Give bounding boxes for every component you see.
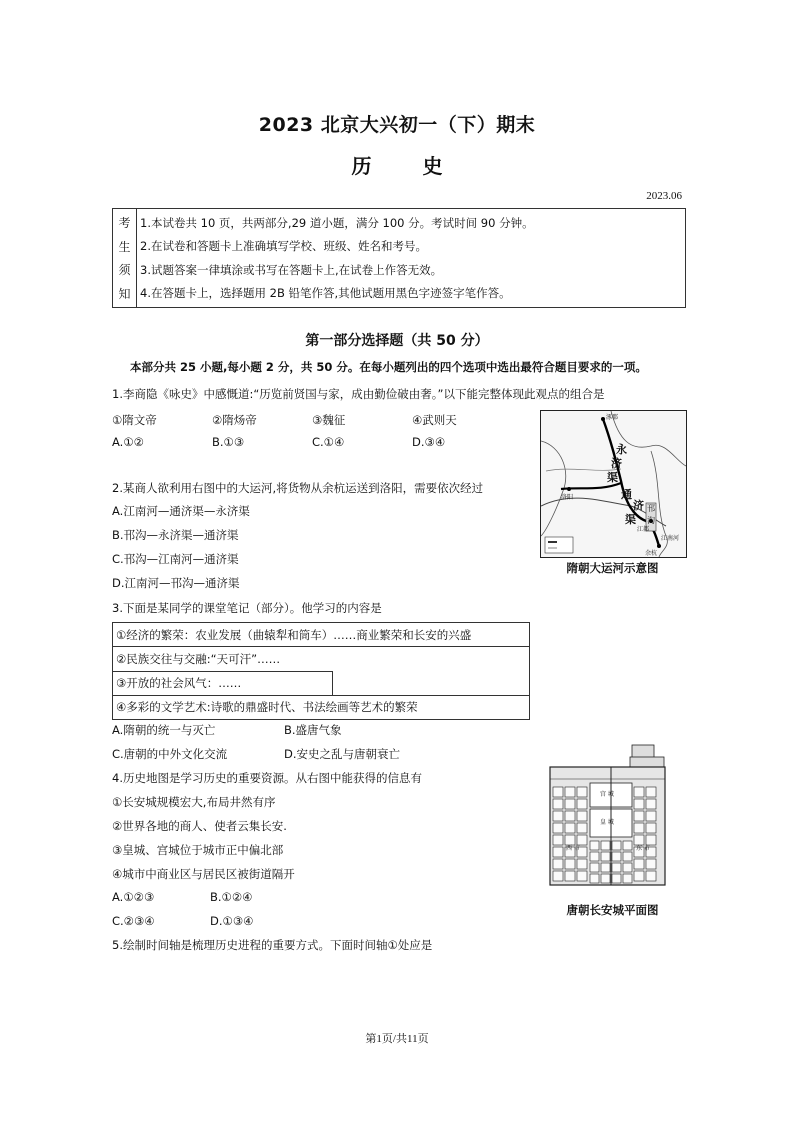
q3-stem: 3.下面是某同学的课堂笔记（部分）。他学习的内容是 (112, 601, 382, 615)
notice-side-char: 生 (118, 239, 131, 254)
map-label: 江南河 (661, 535, 680, 542)
q4-item: ①长安城规模宏大,布局井然有序 (112, 795, 276, 809)
q1-item: ②隋炀帝 (212, 413, 257, 427)
map-label: 渠 (625, 513, 636, 526)
notice-item: 3.试题答案一律填涂或书写在答题卡上,在试卷上作答无效。 (140, 262, 443, 277)
part-description: 本部分共 25 小题,每小题 2 分，共 50 分。在每小题列出的四个选项中选出最符合题目要求的一项。 (130, 360, 647, 374)
q1-option[interactable]: B.①③ (212, 435, 245, 449)
grand-canal-map (540, 410, 687, 558)
q1-option[interactable]: A.①② (112, 435, 144, 449)
exam-date: 2023.06 (646, 190, 682, 202)
q4-item: ③皇城、宫城位于城市正中偏北部 (112, 843, 284, 857)
notice-item: 1.本试卷共 10 页，共两部分,29 道小题，满分 100 分。考试时间 90 分钟。 (140, 215, 534, 230)
page-title: 2023 北京大兴初一（下）期末 (258, 114, 536, 136)
q5-stem: 5.绘制时间轴是梳理历史进程的重要方式。下面时间轴①处应是 (112, 938, 433, 952)
changan-city-map-caption: 唐朝长安城平面图 (566, 903, 659, 917)
q3-note: ①经济的繁荣：农业发展（曲辕犁和筒车）……商业繁荣和长安的兴盛 (116, 627, 472, 642)
map-label: 济 (633, 499, 644, 512)
map-label: 江都 (637, 526, 650, 533)
q3-note: ④多彩的文学艺术:诗歌的鼎盛时代、书法绘画等艺术的繁荣 (113, 695, 529, 719)
q3-note: ②民族交往与交融:“天可汗”…… (113, 646, 529, 670)
q4-option[interactable]: B.①②④ (210, 890, 253, 904)
q3-option[interactable]: C.唐朝的中外文化交流 (112, 747, 228, 761)
notice-items (137, 209, 685, 307)
q1-item: ③魏征 (312, 413, 346, 427)
q2-option[interactable]: B.邗沟—永济渠—通济渠 (112, 528, 239, 542)
map-label: 洛阳 (561, 494, 574, 501)
city-map-label: 西 市 (566, 845, 580, 852)
q2-option[interactable]: A.江南河—通济渠—永济渠 (112, 504, 250, 518)
q1-item: ①隋文帝 (112, 413, 157, 427)
q4-item: ④城市中商业区与居民区被街道隔开 (112, 867, 295, 881)
notice-item: 2.在试卷和答题卡上准确填写学校、班级、姓名和考号。 (140, 239, 427, 254)
q4-option[interactable]: A.①②③ (112, 890, 155, 904)
q1-item: ④武则天 (412, 413, 457, 427)
map-label: 邗 (647, 504, 655, 513)
city-map-label: 皇 城 (600, 819, 614, 826)
city-map-label: 东 市 (636, 845, 650, 852)
notice-side-label (113, 209, 137, 307)
map-label: 济 (611, 457, 622, 470)
q2-stem: 2.某商人欲利用右图中的大运河,将货物从余杭运送到洛阳，需要依次经过 (112, 481, 484, 495)
q3-notes-box (112, 622, 530, 720)
notice-side-char: 知 (118, 286, 131, 301)
q1-items (112, 412, 512, 428)
map-label: 通 (621, 488, 632, 501)
q3-note: ③开放的社会风气：…… (113, 671, 333, 695)
part-title: 第一部分选择题（共 50 分） (305, 333, 489, 349)
q1-stem: 1.李商隐《咏史》中感慨道:“历览前贤国与家，成由勤俭破由奢。”以下能完整体现此观点的组合是 (112, 387, 605, 401)
city-map-label: 宫 城 (600, 791, 614, 798)
subject-title: 历 史 (351, 154, 465, 178)
notice-side-char: 须 (118, 263, 131, 278)
q4-option[interactable]: C.②③④ (112, 914, 155, 928)
q4-item: ②世界各地的商人、使者云集长安. (112, 819, 287, 833)
q1-option[interactable]: D.③④ (412, 435, 446, 449)
map-label: 渠 (607, 471, 618, 484)
map-label: 余杭 (645, 550, 658, 557)
page-footer: 第1页/共11页 (365, 1033, 429, 1045)
q1-option[interactable]: C.①④ (312, 435, 345, 449)
grand-canal-map-caption: 隋朝大运河示意图 (566, 561, 659, 575)
changan-city-map (540, 743, 685, 895)
map-label: 涿郡 (606, 414, 619, 421)
q4-stem: 4.历史地图是学习历史的重要资源。从右图中能获得的信息有 (112, 771, 422, 785)
map-label: 沟 (647, 516, 655, 525)
q1-options (112, 435, 512, 449)
notice-box (112, 208, 686, 308)
notice-side-char: 考 (118, 216, 131, 231)
q2-option[interactable]: D.江南河—邗沟—通济渠 (112, 576, 240, 590)
q2-option[interactable]: C.邗沟—江南河—通济渠 (112, 552, 239, 566)
map-label: 永 (616, 443, 627, 456)
q3-option[interactable]: D.安史之乱与唐朝衰亡 (284, 747, 401, 761)
notice-item: 4.在答题卡上，选择题用 2B 铅笔作答,其他试题用黑色字迹签字笔作答。 (140, 286, 511, 301)
q3-option[interactable]: B.盛唐气象 (284, 723, 342, 737)
q3-option[interactable]: A.隋朝的统一与灭亡 (112, 723, 216, 737)
q4-option[interactable]: D.①③④ (210, 914, 254, 928)
